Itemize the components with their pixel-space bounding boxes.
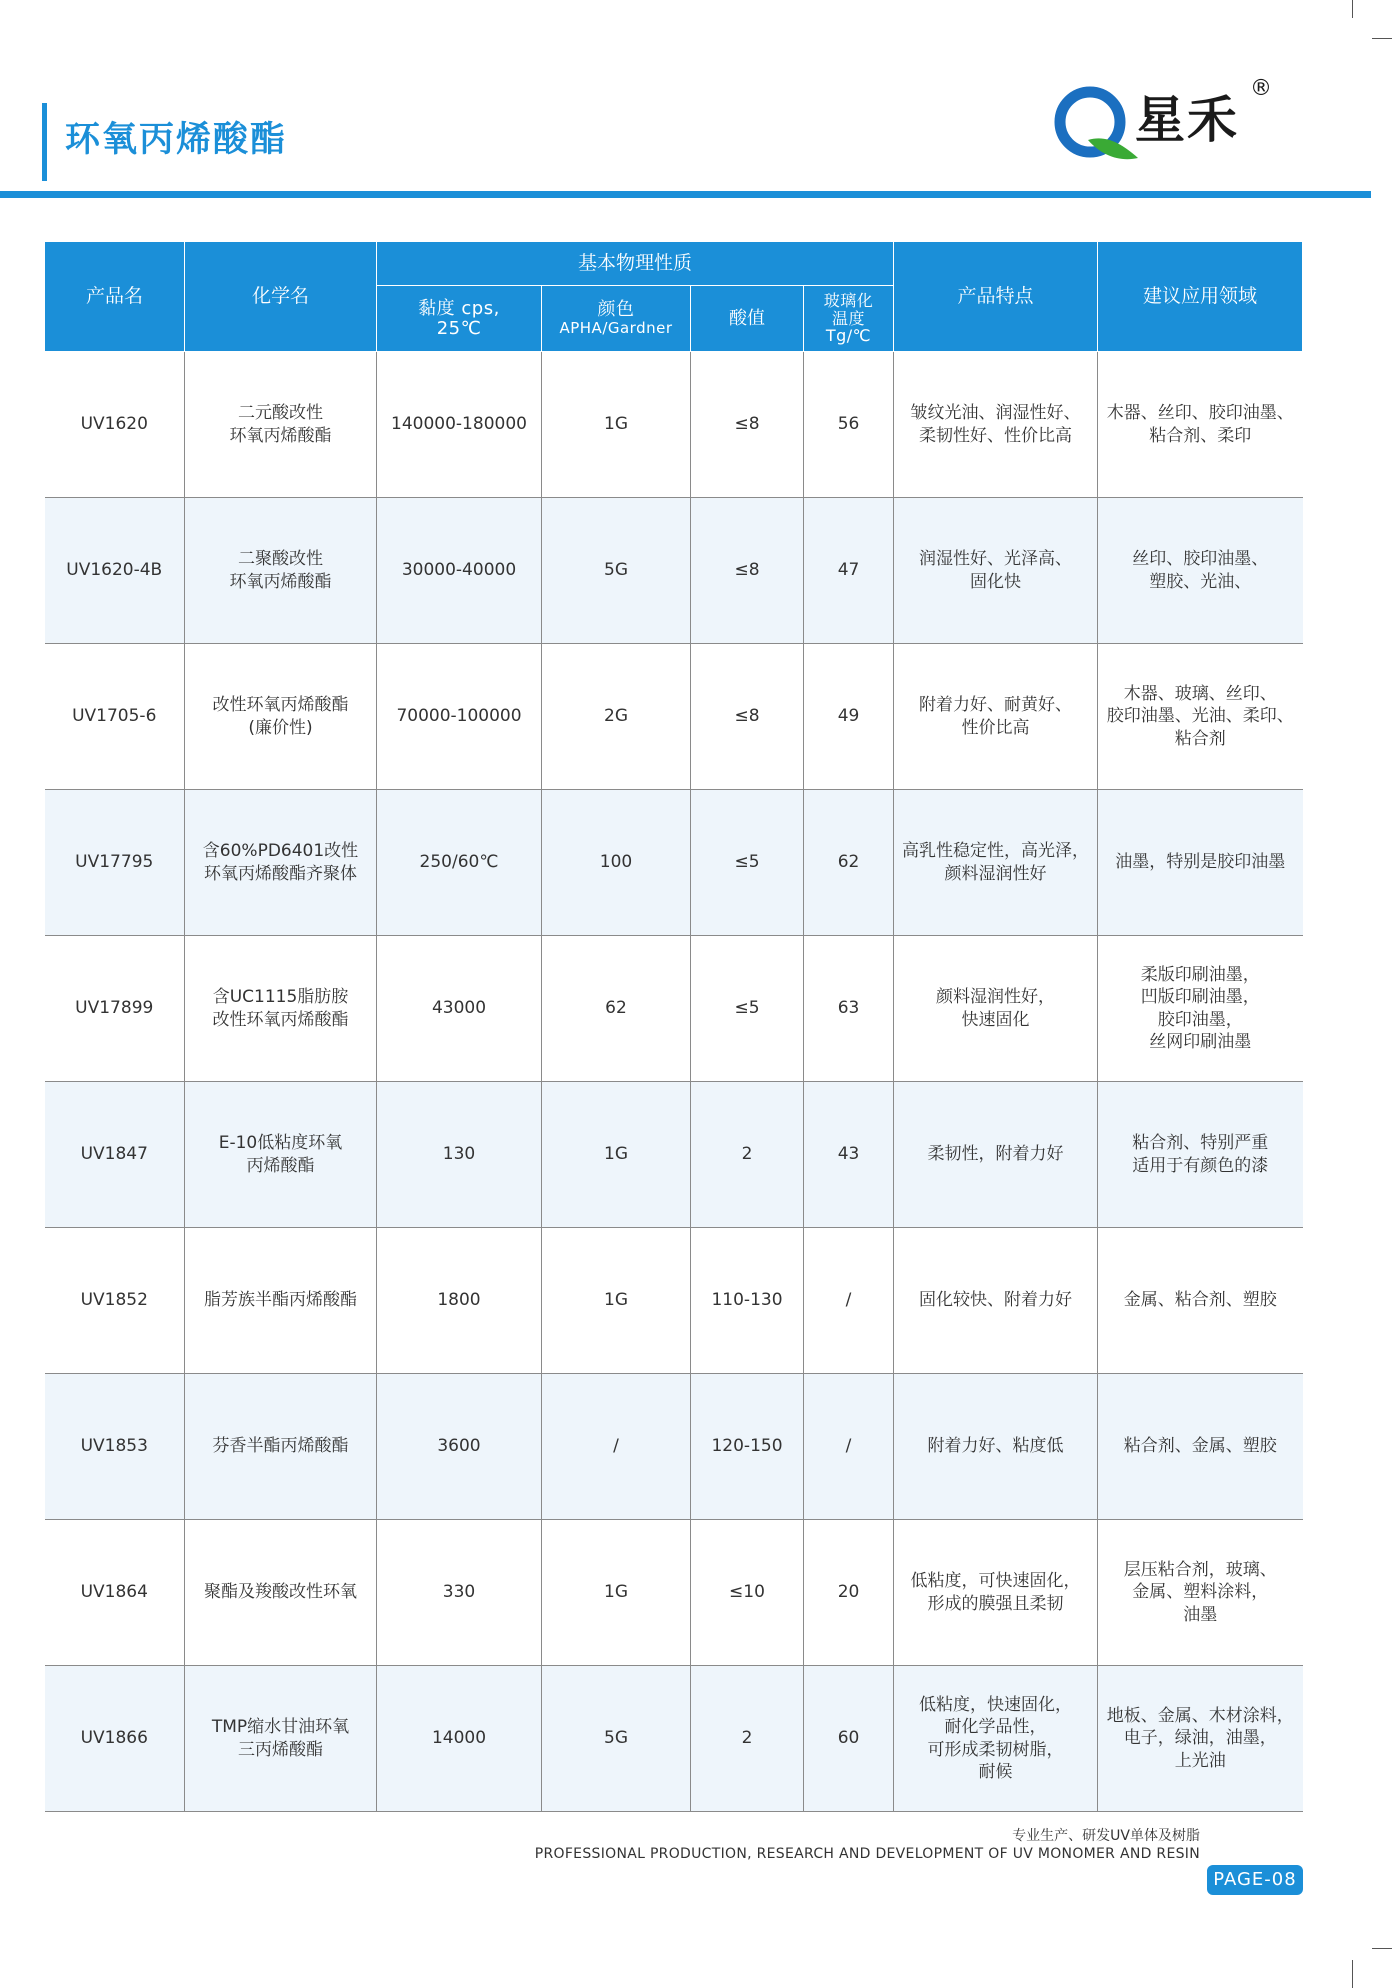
header-viscosity-line2: 25℃: [436, 317, 482, 339]
cell-product: UV17795: [45, 790, 185, 936]
cell-acid: 2: [691, 1082, 804, 1228]
cell-tg: 62: [804, 790, 894, 936]
header-acid: 酸值: [691, 286, 804, 352]
cell-color: 5G: [542, 1666, 691, 1812]
cell-applications: 粘合剂、金属、塑胶: [1098, 1374, 1303, 1520]
header-tg: [804, 286, 894, 352]
header-basic-props: 基本物理性质: [377, 242, 894, 286]
cell-color: 1G: [542, 1520, 691, 1666]
cell-chemical: 含60%PD6401改性 环氧丙烯酸酯齐聚体: [185, 790, 377, 936]
cell-product: UV1847: [45, 1082, 185, 1228]
cell-viscosity: 330: [377, 1520, 542, 1666]
cell-color: 1G: [542, 1082, 691, 1228]
cell-applications: 丝印、胶印油墨、 塑胶、光油、: [1098, 498, 1303, 644]
table-row: [45, 936, 1303, 1082]
cell-applications: 柔版印刷油墨， 凹版印刷油墨， 胶印油墨， 丝网印刷油墨: [1098, 936, 1303, 1082]
cell-viscosity: 70000-100000: [377, 644, 542, 790]
cell-applications: 地板、金属、木材涂料， 电子，绿油，油墨， 上光油: [1098, 1666, 1303, 1812]
crop-mark-bottom: [1352, 1960, 1353, 1988]
cell-viscosity: 140000-180000: [377, 352, 542, 498]
cell-features: 附着力好、耐黄好、 性价比高: [894, 644, 1098, 790]
cell-chemical: 脂芳族半酯丙烯酸酯: [185, 1228, 377, 1374]
cell-color: 5G: [542, 498, 691, 644]
cell-color: 62: [542, 936, 691, 1082]
cell-product: UV17899: [45, 936, 185, 1082]
cell-acid: 120-150: [691, 1374, 804, 1520]
cell-acid: ≤8: [691, 498, 804, 644]
header-color: [542, 286, 691, 352]
cell-viscosity: 3600: [377, 1374, 542, 1520]
footer-tagline-en: PROFESSIONAL PRODUCTION, RESEARCH AND DEVELOPMENT OF UV MONOMER AND RESIN: [534, 1846, 1200, 1862]
cell-acid: ≤10: [691, 1520, 804, 1666]
cell-applications: 层压粘合剂，玻璃、 金属、塑料涂料， 油墨: [1098, 1520, 1303, 1666]
page-title: 环氧丙烯酸酯: [65, 120, 288, 160]
cell-viscosity: 30000-40000: [377, 498, 542, 644]
header-viscosity-line1: 黏度 cps,: [418, 297, 500, 319]
cell-features: 固化较快、附着力好: [894, 1228, 1098, 1374]
cell-chemical: 二元酸改性 环氧丙烯酸酯: [185, 352, 377, 498]
cell-acid: 2: [691, 1666, 804, 1812]
cell-tg: 20: [804, 1520, 894, 1666]
cell-product: UV1852: [45, 1228, 185, 1374]
cell-features: 低粘度，可快速固化， 形成的膜强且柔韧: [894, 1520, 1098, 1666]
cell-features: 皱纹光油、润湿性好、 柔韧性好、性价比高: [894, 352, 1098, 498]
cell-applications: 金属、粘合剂、塑胶: [1098, 1228, 1303, 1374]
crop-mark-top: [1352, 0, 1353, 18]
table-row: [45, 1374, 1303, 1520]
cell-acid: 110-130: [691, 1228, 804, 1374]
cell-tg: 63: [804, 936, 894, 1082]
header-tg-line1: 玻璃化: [823, 291, 874, 311]
logo-q-icon: [1050, 80, 1140, 170]
cell-features: 润湿性好、光泽高、 固化快: [894, 498, 1098, 644]
header-applications: 建议应用领域: [1098, 242, 1303, 352]
cell-color: 1G: [542, 352, 691, 498]
header-viscosity: [377, 286, 542, 352]
cell-tg: 60: [804, 1666, 894, 1812]
header-chemical: 化学名: [185, 242, 377, 352]
cell-viscosity: 14000: [377, 1666, 542, 1812]
cell-chemical: 聚酯及羧酸改性环氧: [185, 1520, 377, 1666]
cell-color: 2G: [542, 644, 691, 790]
header-features: 产品特点: [894, 242, 1098, 352]
cell-chemical: E-10低粘度环氧 丙烯酸酯: [185, 1082, 377, 1228]
cell-applications: 木器、丝印、胶印油墨、 粘合剂、柔印: [1098, 352, 1303, 498]
header-tg-line3: Tg/℃: [825, 326, 872, 346]
cell-features: 低粘度，快速固化， 耐化学品性， 可形成柔韧树脂， 耐候: [894, 1666, 1098, 1812]
page-number-badge: PAGE-08: [1207, 1865, 1303, 1895]
product-spec-table: [44, 241, 1303, 1812]
cell-color: 1G: [542, 1228, 691, 1374]
header-product: 产品名: [45, 242, 185, 352]
cell-acid: ≤8: [691, 644, 804, 790]
table-row: [45, 644, 1303, 790]
cell-product: UV1705-6: [45, 644, 185, 790]
table-row: [45, 790, 1303, 936]
cell-chemical: TMP缩水甘油环氧 三丙烯酸酯: [185, 1666, 377, 1812]
cell-product: UV1866: [45, 1666, 185, 1812]
cell-applications: 粘合剂、特别严重 适用于有颜色的漆: [1098, 1082, 1303, 1228]
cell-product: UV1853: [45, 1374, 185, 1520]
cell-chemical: 改性环氧丙烯酸酯 (廉价性): [185, 644, 377, 790]
table-row: [45, 352, 1303, 498]
cell-features: 柔韧性，附着力好: [894, 1082, 1098, 1228]
table-row: [45, 498, 1303, 644]
footer-tagline-cn: 专业生产、研发UV单体及树脂: [1012, 1828, 1200, 1844]
cell-tg: 56: [804, 352, 894, 498]
cell-chemical: 含UC1115脂肪胺 改性环氧丙烯酸酯: [185, 936, 377, 1082]
cell-tg: 43: [804, 1082, 894, 1228]
cell-product: UV1864: [45, 1520, 185, 1666]
cell-features: 颜料湿润性好， 快速固化: [894, 936, 1098, 1082]
cell-viscosity: 250/60℃: [377, 790, 542, 936]
cell-product: UV1620-4B: [45, 498, 185, 644]
cell-tg: 49: [804, 644, 894, 790]
cell-product: UV1620: [45, 352, 185, 498]
title-accent-bar: [42, 103, 47, 181]
cell-viscosity: 1800: [377, 1228, 542, 1374]
cell-chemical: 二聚酸改性 环氧丙烯酸酯: [185, 498, 377, 644]
logo-text: 星禾: [1135, 90, 1239, 149]
cell-tg: /: [804, 1228, 894, 1374]
crop-mark-top-h: [1372, 38, 1392, 39]
cell-applications: 油墨，特别是胶印油墨: [1098, 790, 1303, 936]
cell-features: 高乳性稳定性，高光泽， 颜料湿润性好: [894, 790, 1098, 936]
cell-tg: 47: [804, 498, 894, 644]
cell-tg: /: [804, 1374, 894, 1520]
cell-applications: 木器、玻璃、丝印、 胶印油墨、光油、柔印、 粘合剂: [1098, 644, 1303, 790]
cell-viscosity: 130: [377, 1082, 542, 1228]
cell-acid: ≤5: [691, 936, 804, 1082]
header-rule: [0, 191, 1371, 198]
brand-logo: [1050, 76, 1290, 170]
cell-color: 100: [542, 790, 691, 936]
cell-acid: ≤8: [691, 352, 804, 498]
registered-mark: ®: [1250, 76, 1272, 101]
cell-acid: ≤5: [691, 790, 804, 936]
table-row: [45, 1520, 1303, 1666]
header-tg-line2: 温度: [832, 308, 866, 328]
header-color-line2: APHA/Gardner: [559, 319, 673, 338]
cell-viscosity: 43000: [377, 936, 542, 1082]
table-row: [45, 1228, 1303, 1374]
cell-color: /: [542, 1374, 691, 1520]
cell-features: 附着力好、粘度低: [894, 1374, 1098, 1520]
table-row: [45, 1666, 1303, 1812]
cell-chemical: 芬香半酯丙烯酸酯: [185, 1374, 377, 1520]
crop-mark-bottom-h: [1372, 1948, 1392, 1949]
header-color-line1: 颜色: [597, 299, 635, 321]
table-row: [45, 1082, 1303, 1228]
